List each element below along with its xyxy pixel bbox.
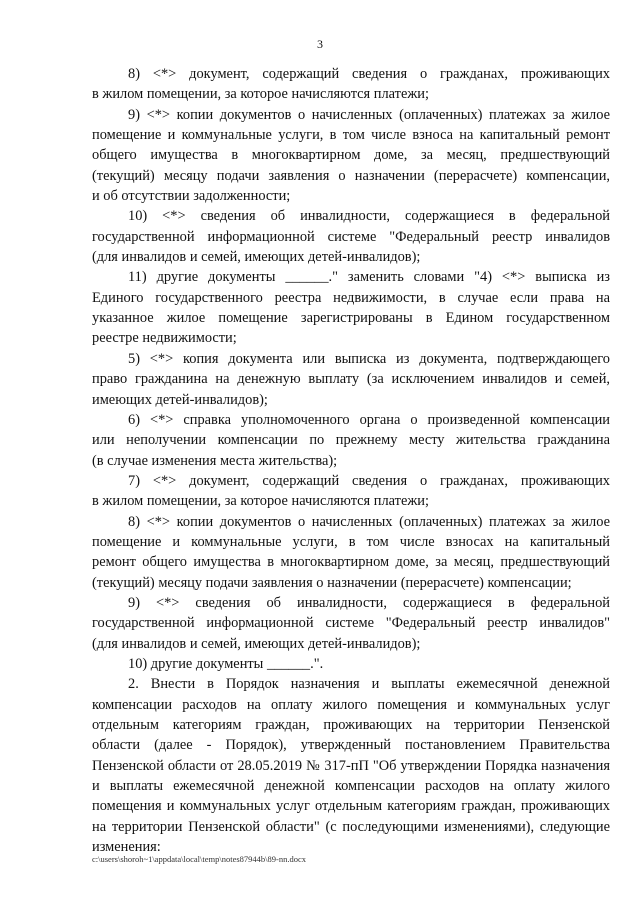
paragraph-line: 10) другие документы ______.".: [128, 655, 324, 672]
paragraph-line: и выплаты ежемесячной денежной компенсации расходов на оплату жилого: [92, 778, 610, 795]
paragraph-line: 7) <*> документ, содержащий сведения о гражданах, проживающих: [128, 472, 610, 489]
paragraph-line: (для инвалидов и семей, имеющих детей-инвалидов);: [92, 249, 421, 266]
paragraph-line: помещение и коммунальные услуги, в том числе взносах на капитальный: [92, 533, 610, 550]
paragraph: [92, 471, 610, 512]
paragraph-line: 8) <*> документ, содержащий сведения о гражданах, проживающих: [128, 66, 610, 82]
paragraph-line: 9) <*> копии документов о начисленных (оплаченных) платежах за жилое: [128, 106, 610, 123]
paragraph-line: (текущий) месяцу подачи заявления о назначении (перерасчете) компенсации,: [92, 167, 610, 184]
paragraph: [92, 64, 610, 105]
paragraph-line: 11) другие документы ______." заменить словами "4) <*> выписка из: [128, 269, 610, 286]
paragraph-line: право гражданина на денежную выплату (за исключением инвалидов и семей,: [92, 371, 610, 388]
paragraph-line: или неполучении компенсации по прежнему месту жительства гражданина: [92, 432, 610, 449]
paragraph: [92, 267, 610, 348]
paragraph-line: 8) <*> копии документов о начисленных (оплаченных) платежах за жилое: [128, 513, 610, 530]
paragraph: [92, 410, 610, 471]
paragraph-line: ремонт общего имущества в многоквартирном доме, за месяц, предшествующий: [92, 554, 610, 571]
paragraph-line: в жилом помещении, за которое начисляются платежи;: [92, 86, 429, 103]
paragraph-line: области (далее - Порядок), утвержденный постановлением Правительства: [92, 737, 610, 754]
paragraph-line: указанное жилое помещение зарегистрированы в Едином государственном: [92, 310, 610, 327]
paragraph: [92, 512, 610, 593]
paragraph-line: Пензенской области от 28.05.2019 № 317-пП "Об утверждении Порядка назначения: [92, 757, 610, 774]
paragraph-line: 10) <*> сведения об инвалидности, содержащиеся в федеральной: [128, 208, 610, 225]
paragraph: [92, 105, 610, 207]
file-path-footer: c:\users\shoroh~1\appdata\local\temp\notes87944b\89-nn.docx: [92, 854, 306, 864]
paragraph: [92, 593, 610, 654]
page-number: 3: [317, 37, 323, 51]
paragraph-line: и об отсутствии задолженности;: [92, 188, 291, 205]
paragraph: [92, 349, 610, 410]
paragraph-line: имеющих детей-инвалидов);: [92, 391, 268, 408]
paragraph-line: государственной информационной системе "Федеральный реестр инвалидов: [92, 228, 610, 245]
paragraph-line: (в случае изменения места жительства);: [92, 452, 338, 469]
document-body: [92, 64, 610, 857]
paragraph-line: (текущий) месяцу подачи заявления о назначении (перерасчете) компенсации;: [92, 574, 572, 591]
paragraph: [92, 654, 610, 674]
paragraph-line: Единого государственного реестра недвижимости, в случае если права на: [92, 289, 610, 306]
paragraph-line: (для инвалидов и семей, имеющих детей-инвалидов);: [92, 635, 421, 652]
paragraph-line: на территории Пензенской области" (с последующими изменениями), следующие: [92, 818, 610, 835]
paragraph-line: реестре недвижимости;: [92, 330, 237, 347]
paragraph-line: помещение и коммунальные услуги, в том числе взноса на капитальный ремонт: [92, 127, 610, 144]
paragraph-line: отдельным категориям граждан, проживающих на территории Пензенской: [92, 717, 610, 733]
paragraph-line: компенсации расходов на оплату жилого помещения и коммунальных услуг: [92, 696, 610, 713]
paragraph-line: общего имущества в многоквартирном доме, за месяц, предшествующий: [92, 147, 610, 164]
paragraph-line: в жилом помещении, за которое начисляются платежи;: [92, 493, 429, 510]
paragraph-line: помещения и коммунальных услуг отдельным категориям граждан, проживающих: [92, 798, 610, 815]
paragraph-line: 5) <*> копия документа или выписка из документа, подтверждающего: [128, 350, 610, 367]
paragraph-line: 6) <*> справка уполномоченного органа о произведенной компенсации: [128, 411, 610, 428]
paragraph-line: изменения:: [92, 839, 161, 856]
paragraph: [92, 206, 610, 267]
paragraph-line: 2. Внести в Порядок назначения и выплаты ежемесячной денежной: [128, 676, 610, 693]
paragraph: [92, 674, 610, 857]
paragraph-line: государственной информационной системе "Федеральный реестр инвалидов": [92, 615, 610, 632]
paragraph-line: 9) <*> сведения об инвалидности, содержащиеся в федеральной: [128, 594, 610, 611]
